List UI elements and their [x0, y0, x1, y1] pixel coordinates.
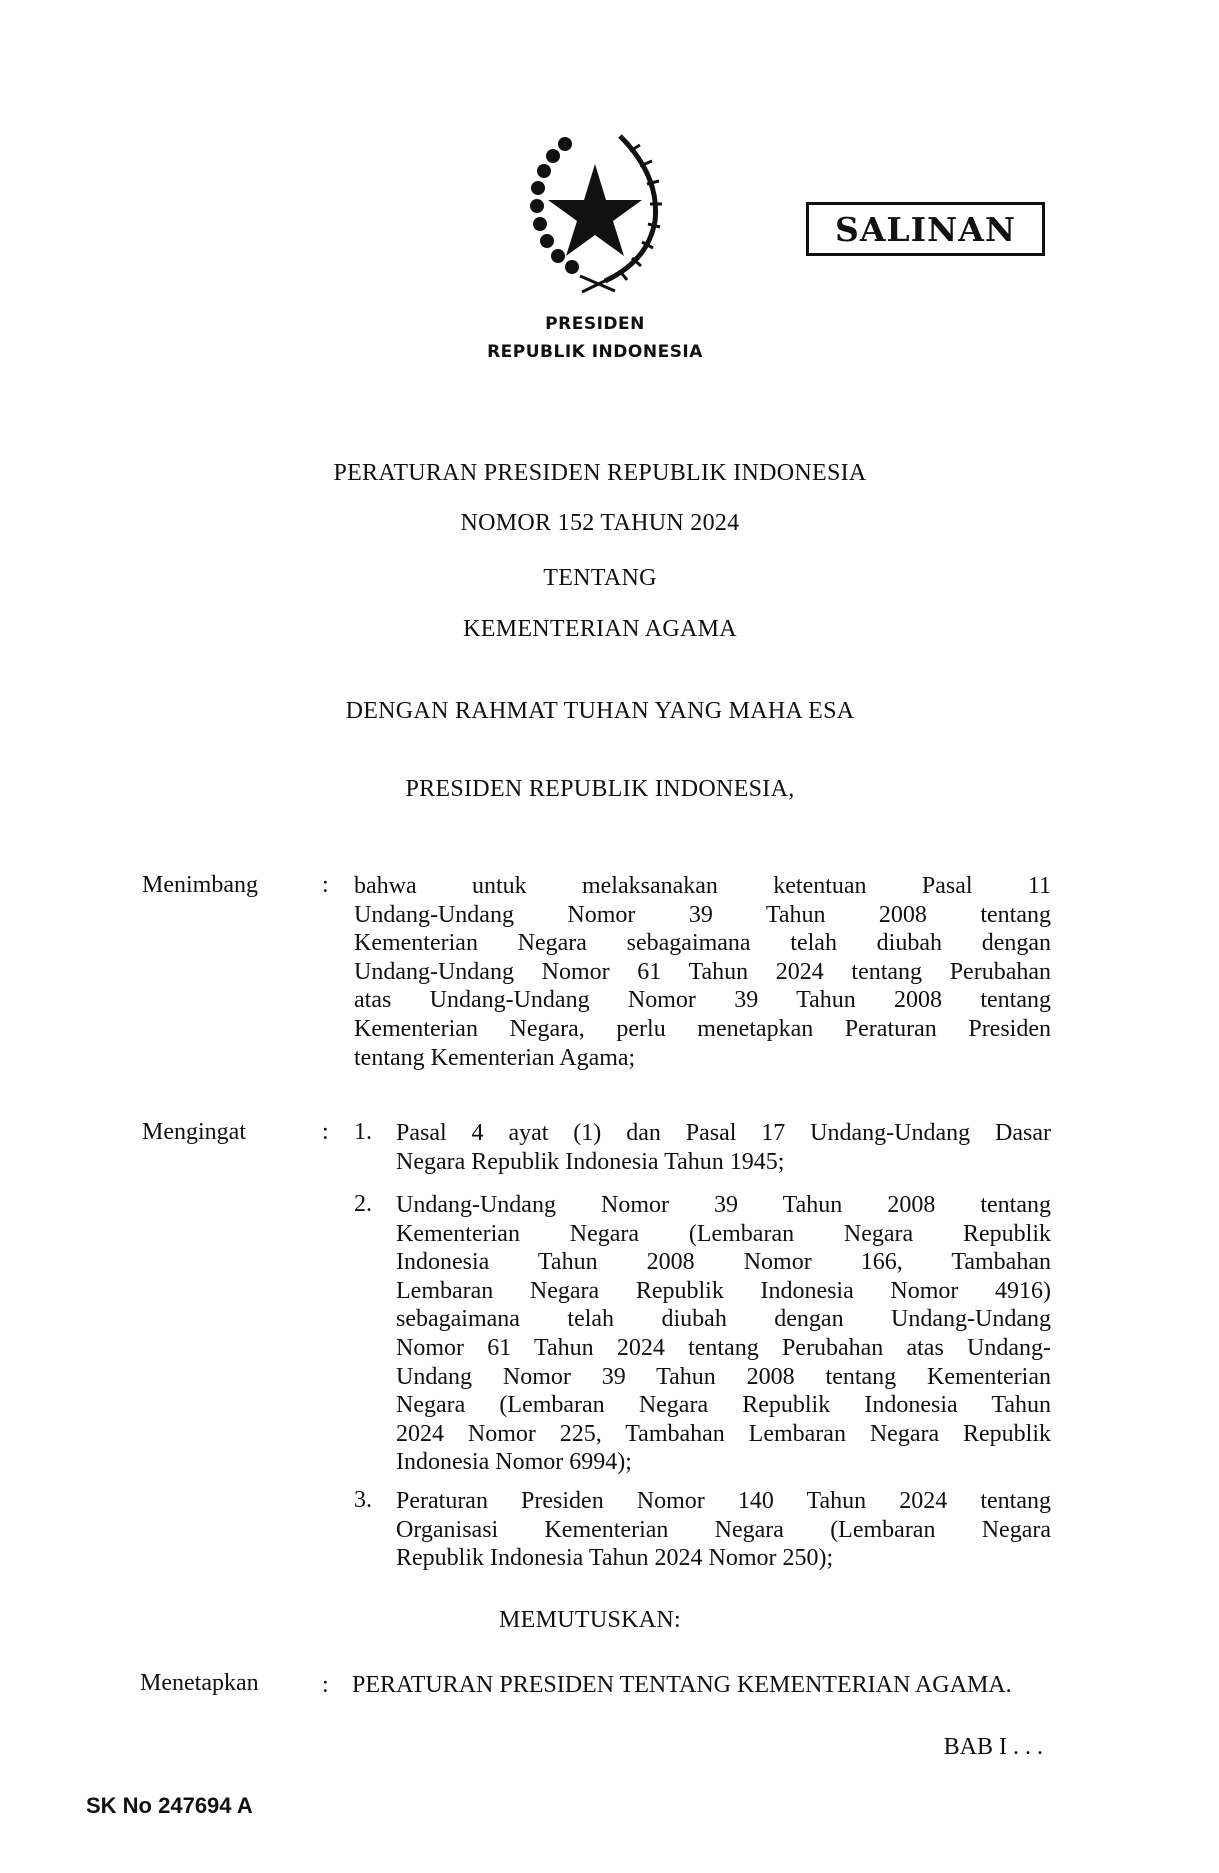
text-line: Undang-Undang Nomor 39 Tahun 2008 tentang	[354, 901, 1051, 928]
text-line: atas Undang-Undang Nomor 39 Tahun 2008 tentang	[354, 987, 1051, 1014]
regulation-title: PERATURAN PRESIDEN REPUBLIK INDONESIA	[333, 460, 867, 486]
list-item-number: 3.	[354, 1487, 372, 1513]
mengingat-colon: :	[322, 1119, 329, 1145]
text-line: Indonesia Nomor 6994);	[396, 1449, 632, 1476]
menimbang-body	[354, 872, 1051, 1072]
text-line: Undang Nomor 39 Tahun 2008 tentang Kementerian	[396, 1363, 1051, 1390]
invocation: DENGAN RAHMAT TUHAN YANG MAHA ESA	[345, 698, 855, 724]
letterhead-line1: PRESIDEN	[545, 314, 645, 334]
menimbang-label: Menimbang	[142, 872, 258, 898]
text-line: Organisasi Kementerian Negara (Lembaran Negara	[396, 1516, 1051, 1543]
menetapkan-text: PERATURAN PRESIDEN TENTANG KEMENTERIAN AGAMA.	[352, 1672, 1012, 1698]
memutuskan-heading: MEMUTUSKAN:	[499, 1607, 681, 1633]
regulation-about: TENTANG	[543, 565, 657, 591]
menimbang-colon: :	[322, 872, 329, 898]
regulation-number: NOMOR 152 TAHUN 2024	[460, 510, 740, 536]
text-line: Undang-Undang Nomor 39 Tahun 2008 tentang	[396, 1192, 1051, 1218]
text-line: bahwa untuk melaksanakan ketentuan Pasal 11	[354, 873, 1051, 899]
list-item	[396, 1191, 1051, 1477]
text-line: Kementerian Negara, perlu menetapkan Peraturan Presiden	[354, 1015, 1051, 1042]
text-line: Kementerian Negara (Lembaran Negara Republik	[396, 1220, 1051, 1247]
list-item-number: 2.	[354, 1191, 372, 1217]
text-line: Negara Republik Indonesia Tahun 1945;	[396, 1148, 785, 1175]
next-page-indicator: BAB I . . .	[943, 1734, 1043, 1760]
list-item-number: 1.	[354, 1119, 372, 1145]
regulation-subject: KEMENTERIAN AGAMA	[463, 616, 737, 642]
text-line: 2024 Nomor 225, Tambahan Lembaran Negara Republik	[396, 1420, 1051, 1447]
text-line: Undang-Undang Nomor 61 Tahun 2024 tentang Perubahan	[354, 958, 1051, 985]
text-line: Peraturan Presiden Nomor 140 Tahun 2024 tentang	[396, 1488, 1051, 1514]
menetapkan-colon: :	[322, 1672, 329, 1698]
text-line: Lembaran Negara Republik Indonesia Nomor 4916)	[396, 1277, 1051, 1304]
sk-number: SK No 247694 A	[86, 1793, 253, 1818]
text-line: Kementerian Negara sebagaimana telah diubah dengan	[354, 930, 1051, 957]
president-heading: PRESIDEN REPUBLIK INDONESIA,	[405, 776, 795, 802]
copy-stamp: SALINAN	[806, 202, 1045, 256]
presidential-emblem	[520, 126, 670, 296]
letterhead-line2: REPUBLIK INDONESIA	[487, 342, 703, 362]
text-line: Indonesia Tahun 2008 Nomor 166, Tambahan	[396, 1249, 1051, 1276]
menetapkan-label: Menetapkan	[140, 1670, 259, 1696]
list-item	[396, 1487, 1051, 1573]
mengingat-label: Mengingat	[142, 1119, 246, 1145]
text-line: Negara (Lembaran Negara Republik Indonesia Tahun	[396, 1392, 1051, 1419]
list-item	[396, 1119, 1051, 1176]
text-line: Republik Indonesia Tahun 2024 Nomor 250);	[396, 1545, 834, 1572]
text-line: Nomor 61 Tahun 2024 tentang Perubahan atas Undang-	[396, 1334, 1051, 1361]
text-line: tentang Kementerian Agama;	[354, 1044, 636, 1071]
text-line: Pasal 4 ayat (1) dan Pasal 17 Undang-Undang Dasar	[396, 1120, 1051, 1146]
star-icon	[548, 164, 642, 256]
text-line: sebagaimana telah diubah dengan Undang-Undang	[396, 1306, 1051, 1333]
